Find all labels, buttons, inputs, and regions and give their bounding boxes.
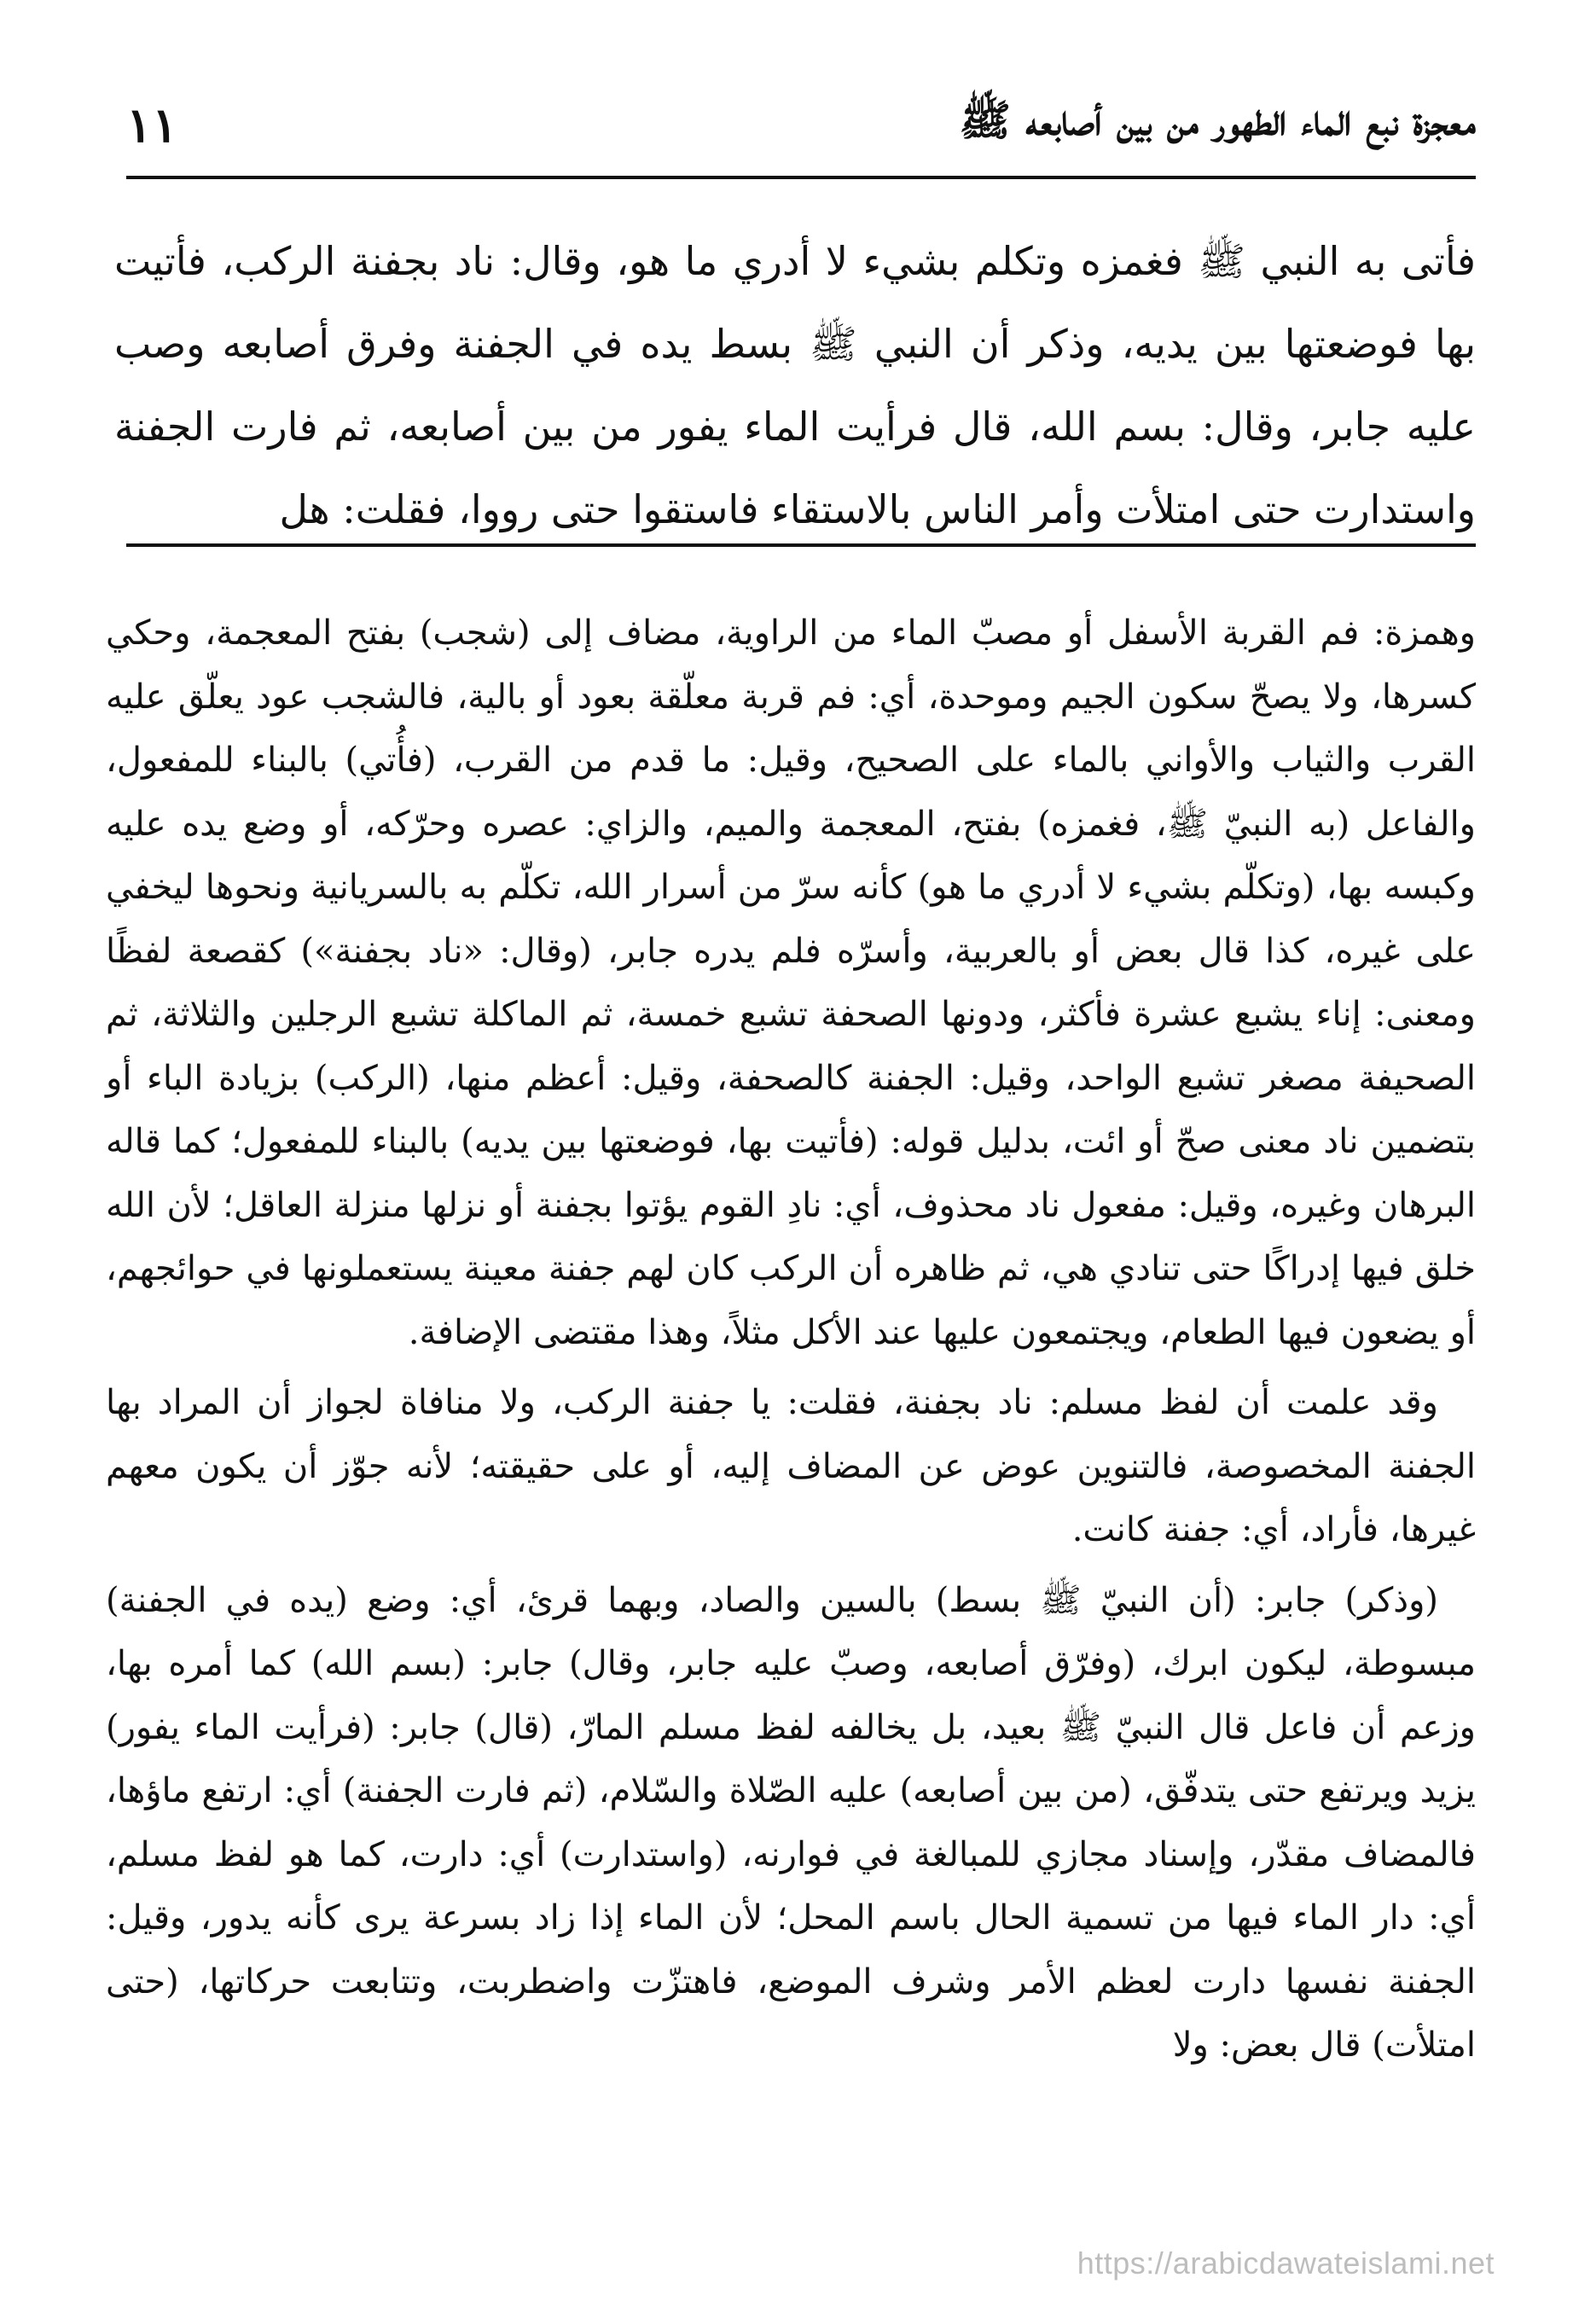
- commentary-block: [106, 601, 1476, 2077]
- hadith-paragraph: فأتى به النبي ﷺ فغمزه وتكلم بشيء لا أدري ما هو، وقال: ناد بجفنة الركب، فأتيت بها فوضعتها بين يديه، وذكر أن النبي ﷺ بسط يده في الجفنة وفرق أصابعه وصب عليه جابر، وقال: بسم الله، قال فرأيت الماء يفور من بين أصابعه، ثم فارت الجفنة واستدارت حتى امتلأت وأمر الناس بالاستقاء فاستقوا حتى رووا، فقلت: هل: [114, 238, 1476, 532]
- running-title: معجزة نبع الماء الطهور من بين أصابعه ﷺ: [959, 95, 1476, 145]
- page-header: [126, 75, 1476, 179]
- page-number: ١١: [126, 97, 178, 154]
- commentary-paragraph-1: وهمزة: فم القربة الأسفل أو مصبّ الماء من الراوية، مضاف إلى (شجب) بفتح المعجمة، وحكي كسرها، ولا يصحّ سكون الجيم وموحدة، أي: فم قربة معلّقة بعود أو بالية، فالشجب عود يعلّق عليه القرب والثياب والأواني بالماء على الصحيح، وقيل: ما قدم من القرب، (فأُتي) بالبناء للمفعول، والفاعل (به النبيّ ﷺ، فغمزه) بفتح، المعجمة والميم، والزاي: عصره وحرّكه، أو وضع يده عليه وكبسه بها، (وتكلّم بشيء لا أدري ما هو) كأنه سرّ من أسرار الله، تكلّم به بالسريانية ونحوها ليخفي على غيره، كذا قال بعض أو بالعربية، وأسرّه فلم يدره جابر، (وقال: «ناد بجفنة») كقصعة لفظًا ومعنى: إناء يشبع عشرة فأكثر، ودونها الصحفة تشبع خمسة، ثم الماكلة تشبع الرجلين والثلاثة، ثم الصحيفة مصغر تشبع الواحد، وقيل: الجفنة كالصحفة، وقيل: أعظم منها، (الركب) بزيادة الباء أو بتضمين ناد معنى صحّ أو ائت، بدليل قوله: (فأتيت بها، فوضعتها بين يديه) بالبناء للمفعول؛ كما قاله البرهان وغيره، وقيل: مفعول ناد محذوف، أي: نادِ القوم يؤتوا بجفنة أو نزلها منزلة العاقل؛ لأن الله خلق فيها إدراكًا حتى تنادي هي، ثم ظاهره أن الركب كان لهم جفنة معينة يستعملونها في حوائجهم، أو يضعون فيها الطعام، ويجتمعون عليها عند الأكل مثلاً، وهذا مقتضى الإضافة.: [106, 613, 1477, 1352]
- footnote-separator: [126, 543, 1476, 547]
- commentary-paragraph-3: (وذكر) جابر: (أن النبيّ ﷺ بسط) بالسين والصاد، وبهما قرئ، أي: وضع (يده في الجفنة) مبسوطة، ليكون ابرك، (وفرّق أصابعه، وصبّ عليه جابر، وقال) جابر: (بسم الله) كما أمره بها، وزعم أن فاعل قال النبيّ ﷺ بعيد، بل يخالفه لفظ مسلم المارّ، (قال) جابر: (فرأيت الماء يفور) يزيد ويرتفع حتى يتدفّق، (من بين أصابعه) عليه الصّلاة والسّلام، (ثم فارت الجفنة) أي: ارتفع ماؤها، فالمضاف مقدّر، وإسناد مجازي للمبالغة في فوارنه، (واستدارت) أي: دارت، كما هو لفظ مسلم، أي: دار الماء فيها من تسمية الحال باسم المحل؛ لأن الماء إذا زاد بسرعة يرى كأنه يدور، وقيل: الجفنة نفسها دارت لعظم الأمر وشرف الموضع، فاهتزّت واضطربت، وتتابعت حركاتها، (حتى امتلأت) قال بعض: ولا: [106, 1580, 1476, 2065]
- commentary-paragraph-2: وقد علمت أن لفظ مسلم: ناد بجفنة، فقلت: يا جفنة الركب، ولا منافاة لجواز أن المراد بها الجفنة المخصوصة، فالتنوين عوض عن المضاف إليه، أو على حقيقته؛ لأنه جوّز أن يكون معهم غيرها، فأراد، أي: جفنة كانت.: [106, 1383, 1476, 1549]
- watermark-url: https://arabicdawateislami.net: [1077, 2246, 1495, 2280]
- hadith-text: [114, 220, 1476, 551]
